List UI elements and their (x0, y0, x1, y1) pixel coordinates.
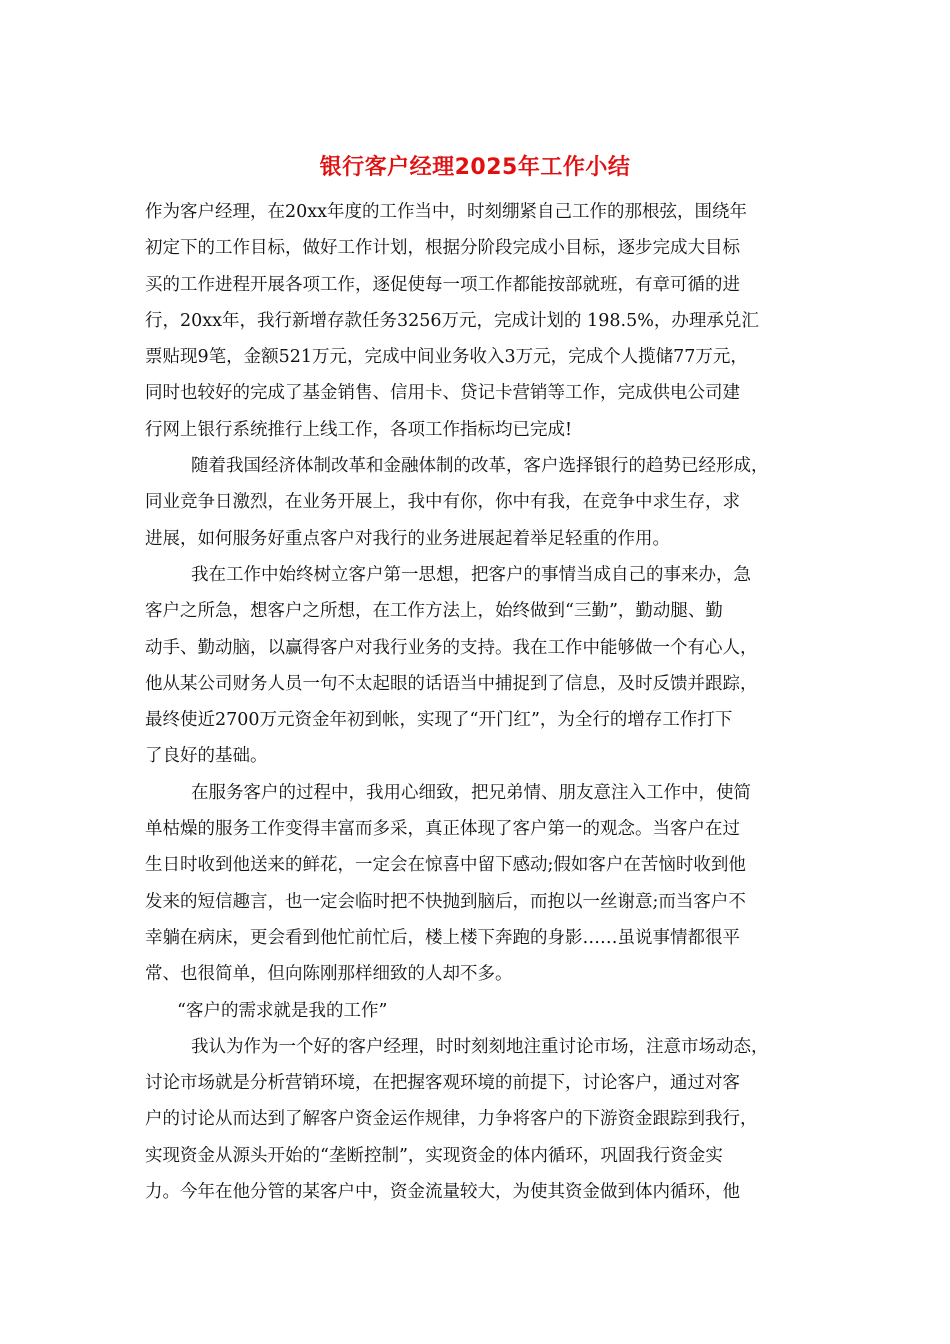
paragraph-start-line: 在服务客户的过程中，我用心细致，把兄弟情、朋友意注入工作中，使简 (191, 782, 751, 803)
text-line: 同时也较好的完成了基金销售、信用卡、贷记卡营销等工作，完成供电公司建 (145, 383, 740, 404)
paragraph-start-line: 我认为作为一个好的客户经理，时时刻刻地注重讨论市场，注意市场动态， (191, 1036, 769, 1057)
text-line: 他从某公司财务人员一句不太起眼的话语当中捕捉到了信息，及时反馈并跟踪， (145, 673, 758, 694)
text-line: 了良好的基础。 (145, 746, 268, 767)
text-line: 单枯燥的服务工作变得丰富而多采，真正体现了客户第一的观念。当客户在过 (145, 819, 740, 840)
text-line: 力。今年在他分管的某客户中，资金流量较大，为使其资金做到体内循环，他 (145, 1182, 740, 1203)
text-line: 发来的短信趣言，也一定会临时把不快抛到脑后，而抱以一丝谢意;而当客户不 (145, 891, 746, 912)
document-title: 银行客户经理2025年工作小结 (319, 155, 631, 180)
paragraph-start-line: 我在工作中始终树立客户第一思想，把客户的事情当成自己的事来办，急 (191, 564, 751, 585)
text-line: 动手、勤动脑，以赢得客户对我行业务的支持。我在工作中能够做一个有心人， (145, 637, 758, 658)
document-body (145, 194, 825, 1210)
text-line: 实现资金从源头开始的“垄断控制”，实现资金的体内循环，巩固我行资金实 (145, 1145, 723, 1166)
text-line: 客户之所急，想客户之所想，在工作方法上，始终做到“三勤”，勤动腿、勤 (145, 601, 723, 622)
text-line: 票贴现9笔，金额521万元，完成中间业务收入3万元，完成个人揽储77万元， (145, 347, 748, 368)
text-line: 最终使近2700万元资金年初到帐，实现了“开门红”，为全行的增存工作打下 (145, 710, 733, 731)
text-line: 户的讨论从而达到了解客户资金运作规律，力争将客户的下游资金跟踪到我行， (145, 1109, 758, 1130)
text-line: 常、也很简单，但向陈刚那样细致的人却不多。 (145, 964, 513, 985)
text-line: 行，20xx年，我行新增存款任务3256万元，完成计划的 198.5%，办理承兑汇 (145, 310, 759, 331)
text-line: 幸躺在病床，更会看到他忙前忙后，楼上楼下奔跑的身影……虽说事情都很平 (145, 927, 740, 948)
section-heading-quote: “客户的需求就是我的工作” (177, 1000, 388, 1021)
text-line: 买的工作进程开展各项工作，逐促使每一项工作都能按部就班，有章可循的进 (145, 274, 740, 295)
text-line: 进展，如何服务好重点客户对我行的业务进展起着举足轻重的作用。 (145, 528, 670, 549)
text-line: 初定下的工作目标，做好工作计划，根据分阶段完成小目标，逐步完成大目标 (145, 238, 740, 259)
paragraph-start-line: 随着我国经济体制改革和金融体制的改革，客户选择银行的趋势已经形成， (191, 456, 769, 477)
text-line: 同业竞争日激烈，在业务开展上，我中有你，你中有我，在竞争中求生存，求 (145, 492, 740, 513)
text-line: 作为客户经理，在20xx年度的工作当中，时刻绷紧自己工作的那根弦，围绕年 (145, 202, 748, 222)
text-line: 行网上银行系统推行上线工作，各项工作指标均已完成! (145, 419, 573, 440)
text-line: 生日时收到他送来的鲜花，一定会在惊喜中留下感动;假如客户在苦恼时收到他 (145, 855, 746, 876)
text-line: 讨论市场就是分析营销环境，在把握客观环境的前提下，讨论客户，通过对客 (145, 1073, 740, 1094)
